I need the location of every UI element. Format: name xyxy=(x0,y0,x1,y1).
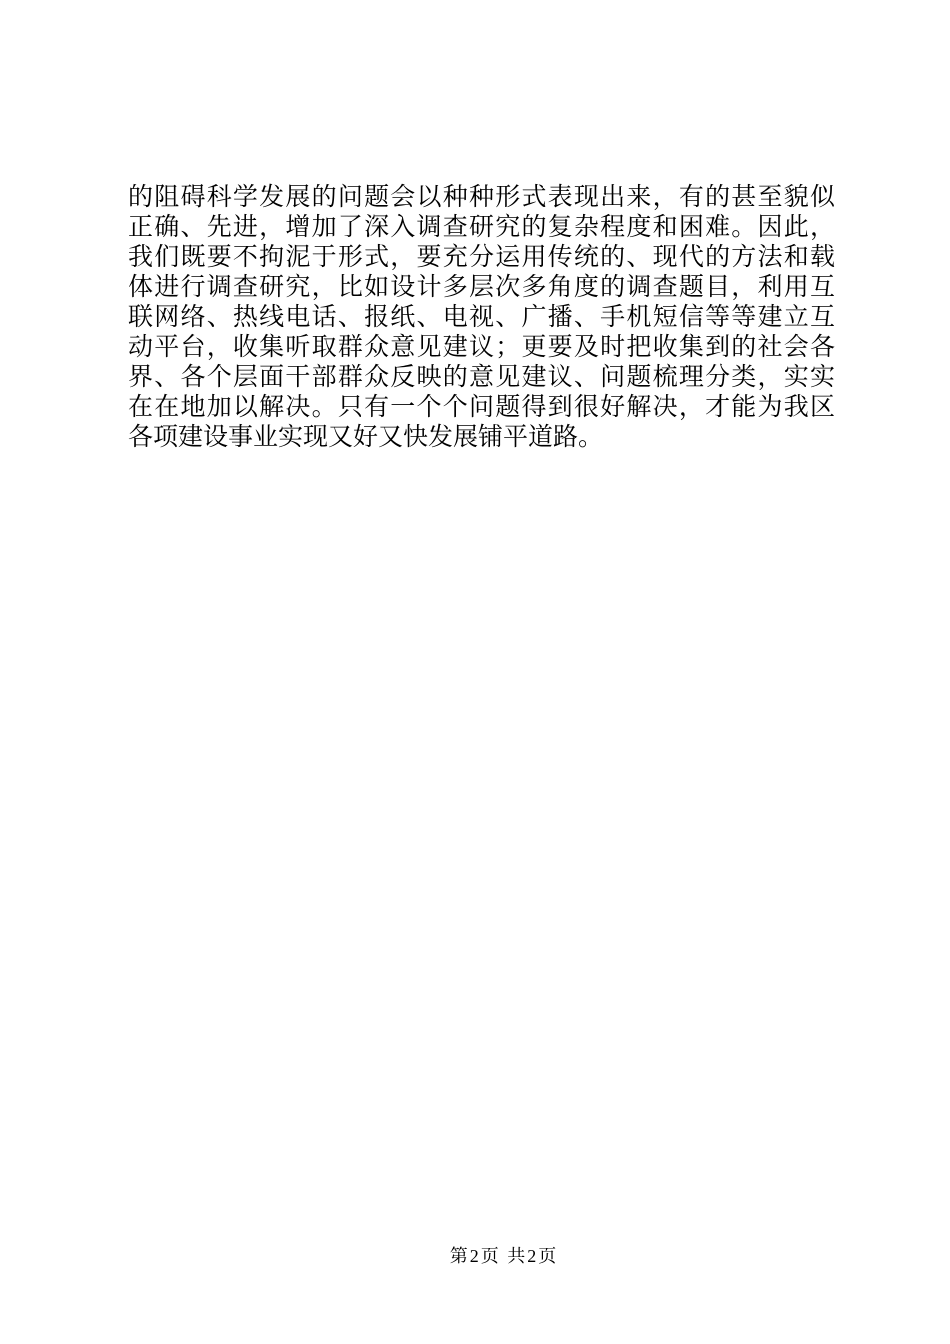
text-line: 联网络、热线电话、报纸、电视、广播、手机短信等等建立互 xyxy=(128,304,835,331)
text-line: 体进行调查研究，比如设计多层次多角度的调查题目，利用互 xyxy=(128,274,835,301)
text-line: 的阻碍科学发展的问题会以种种形式表现出来，有的甚至貌似 xyxy=(128,184,835,211)
text-line: 正确、先进，增加了深入调查研究的复杂程度和困难。因此， xyxy=(128,214,835,241)
page-number-indicator: 第2页 共2页 xyxy=(449,1246,559,1266)
text-line: 各项建设事业实现又好又快发展铺平道路。 xyxy=(128,424,604,451)
text-line: 动平台，收集听取群众意见建议；更要及时把收集到的社会各 xyxy=(128,334,835,361)
paragraph xyxy=(128,183,835,453)
text-line: 界、各个层面干部群众反映的意见建议、问题梳理分类，实实 xyxy=(128,364,835,391)
page-footer xyxy=(450,1242,559,1268)
text-line: 在在地加以解决。只有一个个问题得到很好解决，才能为我区 xyxy=(128,394,835,421)
text-line: 我们既要不拘泥于形式，要充分运用传统的、现代的方法和载 xyxy=(128,244,835,271)
